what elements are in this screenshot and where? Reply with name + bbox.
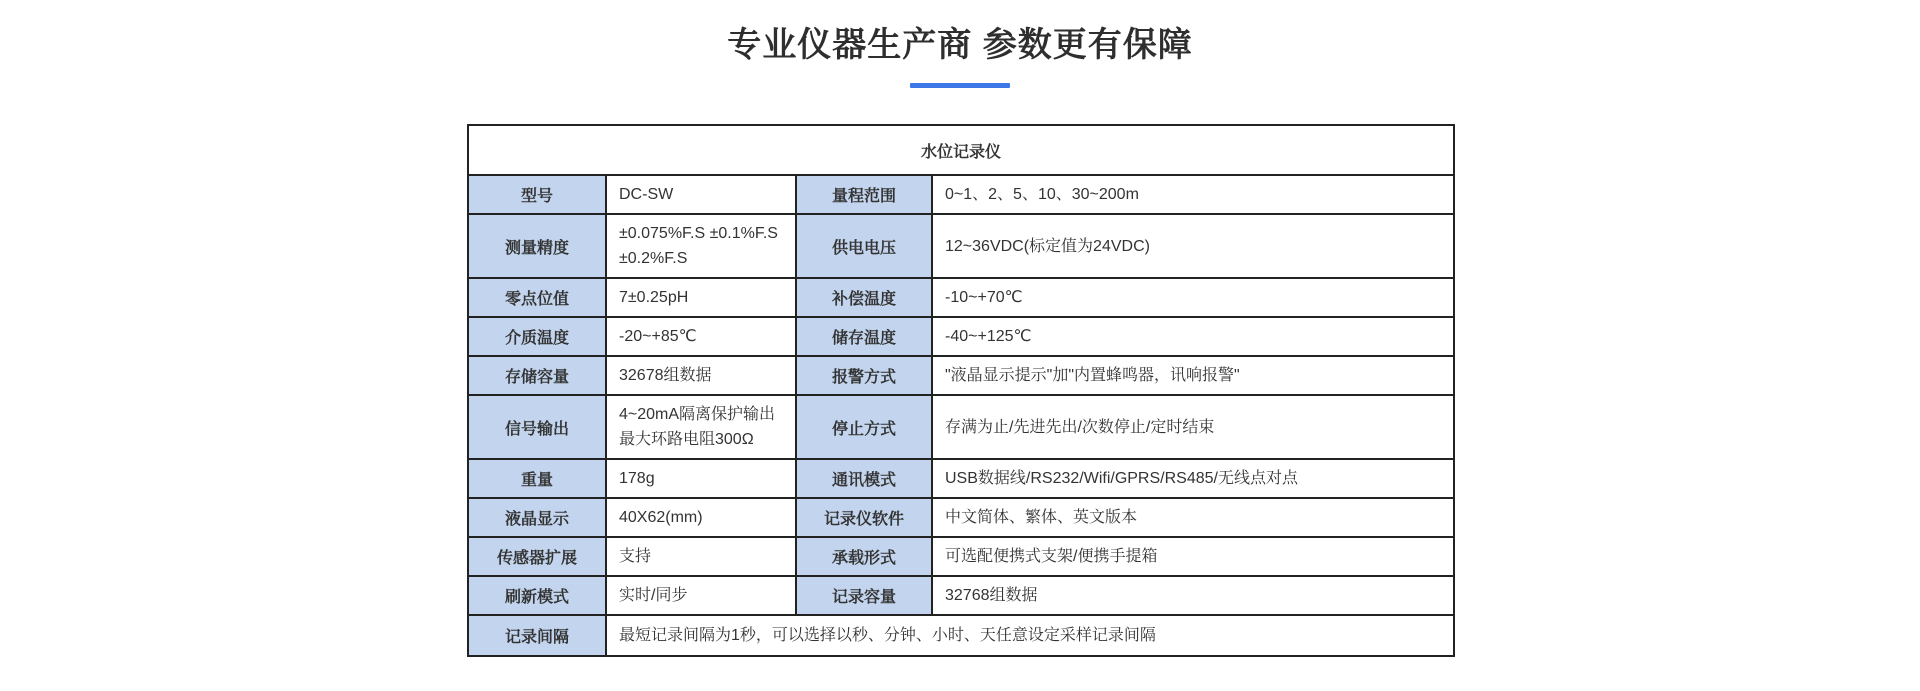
spec-label: 传感器扩展 [468, 537, 606, 576]
table-header-row [468, 125, 1454, 175]
spec-label: 储存温度 [796, 317, 932, 356]
table-row [468, 576, 1454, 615]
table-row [468, 395, 1454, 459]
spec-value: 32768组数据 [932, 576, 1454, 615]
spec-value: 中文简体、繁体、英文版本 [932, 498, 1454, 537]
table-title: 水位记录仪 [468, 125, 1454, 175]
spec-label: 承载形式 [796, 537, 932, 576]
spec-value: 可选配便携式支架/便携手提箱 [932, 537, 1454, 576]
spec-value: 存满为止/先进先出/次数停止/定时结束 [932, 395, 1454, 459]
spec-label: 通讯模式 [796, 459, 932, 498]
table-row [468, 278, 1454, 317]
spec-value: -20~+85℃ [606, 317, 796, 356]
spec-label: 型号 [468, 175, 606, 214]
spec-value: 12~36VDC(标定值为24VDC) [932, 214, 1454, 278]
spec-label: 介质温度 [468, 317, 606, 356]
spec-value: 178g [606, 459, 796, 498]
spec-label: 存储容量 [468, 356, 606, 395]
spec-label: 零点位值 [468, 278, 606, 317]
table-row [468, 459, 1454, 498]
spec-value: 最短记录间隔为1秒，可以选择以秒、分钟、小时、天任意设定采样记录间隔 [606, 615, 1454, 656]
spec-label: 量程范围 [796, 175, 932, 214]
spec-value: -10~+70℃ [932, 278, 1454, 317]
table-row [468, 537, 1454, 576]
spec-value: DC-SW [606, 175, 796, 214]
table-row [468, 356, 1454, 395]
spec-label: 液晶显示 [468, 498, 606, 537]
spec-value: 7±0.25pH [606, 278, 796, 317]
spec-value: 40X62(mm) [606, 498, 796, 537]
title-underline-divider [910, 83, 1010, 88]
spec-label: 测量精度 [468, 214, 606, 278]
spec-value: -40~+125℃ [932, 317, 1454, 356]
table-row-full-span [468, 615, 1454, 656]
spec-value: 4~20mA隔离保护输出 最大环路电阻300Ω [606, 395, 796, 459]
table-row [468, 175, 1454, 214]
spec-label: 信号输出 [468, 395, 606, 459]
spec-value: 0~1、2、5、10、30~200m [932, 175, 1454, 214]
spec-label: 停止方式 [796, 395, 932, 459]
spec-value: 支持 [606, 537, 796, 576]
spec-label: 补偿温度 [796, 278, 932, 317]
table-row [468, 317, 1454, 356]
spec-table-container [467, 124, 1453, 657]
spec-label: 供电电压 [796, 214, 932, 278]
spec-value: USB数据线/RS232/Wifi/GPRS/RS485/无线点对点 [932, 459, 1454, 498]
spec-value: ±0.075%F.S ±0.1%F.S ±0.2%F.S [606, 214, 796, 278]
spec-table [467, 124, 1455, 657]
spec-value: 32678组数据 [606, 356, 796, 395]
page-title: 专业仪器生产商 参数更有保障 [727, 26, 1193, 64]
spec-label: 记录仪软件 [796, 498, 932, 537]
table-row [468, 498, 1454, 537]
spec-label: 记录容量 [796, 576, 932, 615]
spec-label: 记录间隔 [468, 615, 606, 656]
table-row [468, 214, 1454, 278]
spec-label: 刷新模式 [468, 576, 606, 615]
spec-label: 报警方式 [796, 356, 932, 395]
spec-value: 实时/同步 [606, 576, 796, 615]
spec-value: "液晶显示提示"加"内置蜂鸣器，讯响报警" [932, 356, 1454, 395]
spec-label: 重量 [468, 459, 606, 498]
